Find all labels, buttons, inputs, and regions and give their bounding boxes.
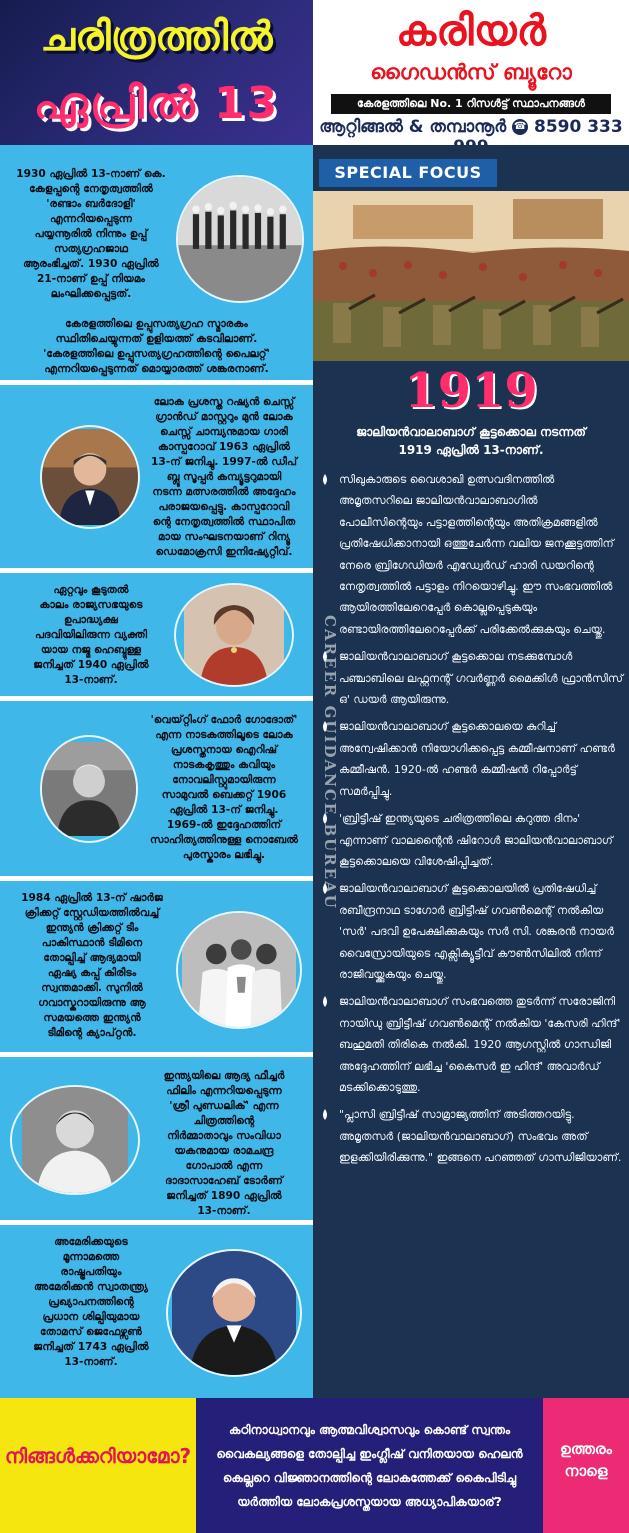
title-line-1: ചരിത്രത്തിൽ (40, 14, 273, 60)
brand-location: ആറ്റിങ്ങൽ & തമ്പാനൂർ (319, 117, 507, 137)
salt-march-photo (176, 175, 304, 303)
focus-facts-list (317, 469, 623, 1175)
quiz-question-block (196, 1398, 543, 1533)
brand-phone: 8590 333 (533, 117, 623, 137)
events-column (0, 145, 313, 1398)
fact-text: ജാലിയൻവാലാബാഗ് കൂട്ടക്കൊലയിൽ പ്രതിഷേധിച്ച് രബീന്ദ്രനാഥ ടാഗോർ ബ്രിട്ടീഷ് ഗവൺമെന്റ് നൽകിയ 'സർ' പദവി ഉപേക്ഷിക്കുകയും സർ സി. ശങ്കരൻ നായർ വൈസ്രോയിയുടെ എക്സിക്യൂട്ടീവ് കൗൺസിലിൽ നിന്ന് രാജിവയ്ക്കുകയും ചെയ്തു. (339, 882, 614, 981)
list-item (317, 808, 623, 872)
dadasaheb-torne-photo (10, 1085, 140, 1195)
list-item (317, 646, 623, 710)
focus-year: 1919 (404, 363, 538, 419)
event-panel-asia-cup (0, 881, 313, 1057)
event-panel-salt-satyagraha (0, 145, 313, 385)
phone-icon: ☎ (512, 119, 528, 135)
droplet-bullet-icon (321, 1109, 329, 1120)
header-title-block (0, 0, 313, 145)
special-focus-label: SPECIAL FOCUS (319, 159, 497, 187)
samuel-beckett-photo (40, 735, 138, 843)
list-item (317, 469, 623, 640)
event-text: ഏറ്റവും കൂടുതൽ കാലം രാജ്യസഭയുടെ ഉപാദ്ധ്യക്ഷ പദവിയിലിരുന്ന വ്യക്തി യായ നജ്മ ഹെബ്ദുള്ള ജനിച്ചത് 1940 ഏപ്രിൽ 13-നാണ്. (33, 584, 149, 686)
event-note: കേരളത്തിലെ ഉപ്പുസത്യഗ്രഹ സ്മാരകം സ്ഥിതിചെയ്യുന്നത് ഉളിയത്ത് കടവിലാണ്. 'കേരളത്തിലെ ഉപ്പുസത്യഗ്രഹത്തിന്റെ പൈലറ്റ്' എന്നറിയപ്പെടുന്നത് മൊയ്യാരത്ത് ശങ്കരനാണ്. (43, 318, 270, 375)
brand-name: കരിയർ (396, 6, 546, 55)
list-item (317, 991, 623, 1098)
event-panel-thomas-jefferson (0, 1225, 313, 1398)
droplet-bullet-icon (321, 474, 329, 485)
focus-subtitle: ജാലിയൻവാലാബാഗ് കൂട്ടക്കൊല നടന്നത് 1919 ഏപ്രിൽ 13-നാണ്. (356, 425, 586, 457)
list-item (317, 1104, 623, 1168)
portrait-image (176, 585, 292, 685)
event-text: 1930 ഏപ്രിൽ 13-നാണ് കെ. കേളപ്പന്റെ നേതൃത്വത്തിൽ 'രണ്ടാം ബർദോളി' എന്നറിയപ്പെടുന്ന പയ്യന്നൂരിൽ നിന്നും ഉപ്പ് സത്യഗ്രഹജാഥ ആരംഭിച്ചത്. 1930 ഏപ്രിൽ 21-നാണ് ഉപ്പ് നിയമം ലംഘിക്കപ്പെട്ടത്. (16, 168, 166, 300)
brand-tagline: കേരളത്തിലെ No. 1 റിസൾട്ട് സ്ഥാപനങ്ങൾ (331, 94, 611, 114)
portrait-image (168, 1251, 300, 1375)
brand-subtitle: ഗൈഡൻസ് ബ്യൂറോ (370, 60, 572, 84)
event-text: ലോക പ്രശസ്ത റഷ്യൻ ചെസ്സ് ഗ്രാൻഡ് മാസ്റ്ററും മുൻ ലോക ചെസ്സ് ചാമ്പ്യനുമായ ഗാരി കാസ്പറോവ് 1963 ഏപ്രിൽ 13-ന് ജനിച്ചു. 1997-ൽ ഡീപ് ബ്ലൂ സൂപ്പർ കമ്പ്യൂട്ടറുമായി നടന്ന മത്സരത്തിൽ അദ്ദേഹം പരാജയപ്പെട്ടു. കാസ്പറോവി ന്റെ നേതൃത്വത്തിൽ സ്ഥാപിത മായ സംഘടനയാണ് റിന്യൂ ഡെമോക്രസി ഇനിഷ്യേറ്റീവ്. (151, 396, 297, 558)
watermark: CAREER GUIDANCE BUREAU (321, 615, 339, 910)
list-item (317, 878, 623, 985)
quiz-label-block (0, 1398, 196, 1533)
jallianwala-bagh-painting (313, 191, 629, 361)
event-panel-dadasaheb-torne (0, 1057, 313, 1225)
header (0, 0, 629, 145)
kasparov-photo (40, 425, 140, 529)
event-text: 1984 ഏപ്രിൽ 13-ന് ഷാർജ ക്രിക്കറ്റ് സ്റ്റേഡിയത്തിൽവച്ച് ഇന്ത്യൻ ക്രിക്കറ്റ് ടീം പാകിസ്ഥാൻ ടീമിനെ തോല്പിച്ച് ആദ്യമായി ഏഷ്യ കപ്പ് കിരീടം സ്വന്തമാക്കി. സുനിൽ ഗവാസ്കറായിരുന്നു ആ സമയത്തെ ഇന്ത്യൻ ടീമിന്റെ ക്യാപ്റ്റൻ. (21, 892, 163, 1039)
quiz-label: നിങ്ങൾക്കറിയാമോ? (4, 1444, 192, 1468)
list-item (317, 716, 623, 802)
answer-tomorrow-label: ഉത്തരം നാളെ (560, 1440, 612, 1480)
special-focus-column (313, 145, 629, 1398)
portrait-image (42, 427, 138, 527)
portrait-image (42, 737, 136, 841)
title-date: ഏപ്രിൽ 13 (33, 78, 280, 129)
droplet-bullet-icon (321, 996, 329, 1007)
fact-text: സിഖുകാരുടെ വൈശാഖി ഉത്സവദിനത്തിൽ അമൃതസറിലെ ജാലിയൻവാലാബാഗിൽ പോലീസിന്റെയും പട്ടാളത്തിന്റെയും അതിക്രമങ്ങളിൽ പ്രതിഷേധിക്കാനായി ഒത്തുചേർന്ന വലിയ ജനക്കൂട്ടത്തിന് നേരെ ബ്രിഗേഡിയർ എഡ്വേർഡ് ഹാരി ഡയറിന്റെ നേതൃത്വത്തിൽ പട്ടാളം നിറയൊഴിച്ചു. ഈ സംഭവത്തിൽ ആയിരത്തിലേറെപ്പേർ കൊല്ലപ്പെടുകയും രണ്ടായിരത്തിലേറെപ്പേർക്ക് പരിക്കേൽക്കുകയും ചെയ്തു. (339, 473, 614, 636)
fact-text: ജാലിയൻവാലാബാഗ് കൂട്ടക്കൊലയെ കുറിച്ച് അന്വേഷിക്കാൻ നിയോഗിക്കപ്പെട്ട കമ്മീഷനാണ് ഹണ്ടർ കമ്മീഷൻ. 1920-ൽ ഹണ്ടർ കമ്മീഷൻ റിപ്പോർട്ട് സമർപ്പിച്ചു. (339, 720, 615, 798)
quiz-footer (0, 1398, 629, 1533)
salt-march-image (178, 177, 302, 301)
event-text: അമേരിക്കയുടെ മൂന്നാമത്തെ രാഷ്ട്രപതിയും അമേരിക്കൻ സ്വാതന്ത്ര്യ പ്രഖ്യാപനത്തിന്റെ പ്രധാന ശില്പിയുമായ തോമസ് ജെഫേഴ്സൺ ജനിച്ചത് 1743 ഏപ്രിൽ 13-നാണ്. (33, 1236, 149, 1368)
asia-cup-photo (176, 911, 302, 1029)
answer-block (543, 1398, 629, 1533)
fact-text: 'ബ്രിട്ടീഷ് ഇന്ത്യയുടെ ചരിത്രത്തിലെ കറുത്ത ദിനം' എന്നാണ് വാലന്റൈൻ ഷിറോൾ ജാലിയൻവാലാബാഗ് കൂട്ടക്കൊലയെ വിശേഷിപ്പിച്ചത്. (339, 812, 613, 868)
event-panel-kasparov (0, 385, 313, 573)
quiz-question: കഠിനാധ്വാനവും ആത്മവിശ്വാസവും കൊണ്ട് സ്വന്തം വൈകല്യങ്ങളെ തോല്പിച്ച ഇംഗ്ലീഷ് വനിതയായ ഹെലൻ കെല്ലറെ വിജ്ഞാനത്തിന്റെ ലോകത്തേക്ക് കൈപിടിച്ചു യർത്തിയ ലോകപ്രശസ്തയായ അധ്യാപികയാര്? (216, 1423, 523, 1509)
event-panel-samuel-beckett (0, 701, 313, 881)
cricket-team-image (178, 913, 300, 1027)
massacre-scene-image (313, 191, 629, 361)
fact-text: ജാലിയൻവാലാബാഗ് സംഭവത്തെ തുടർന്ന് സരോജിനി നായിഡു ബ്രിട്ടീഷ് ഗവൺമെന്റ് നൽകിയ 'കേസരി ഹിന്ദ്' ബഹുമതി തിരികെ നൽകി. 1920 ആഗസ്റ്റിൽ ഗാന്ധിജി അദ്ദേഹത്തിന് ലഭിച്ച 'കൈസർ ഇ ഹിന്ദ്' അവാർഡ് മടക്കിക്കൊടുത്തു. (339, 995, 621, 1094)
event-text: 'വെയ്റ്റിംഗ് ഫോർ ഗോദോത്' എന്ന നാടകത്തിലൂടെ ലോക പ്രശസ്തനായ ഐറിഷ് നാടകകൃത്തും കവിയും നോവലിസ്റ്റുമായിരുന്ന സാമുവൽ ബെക്കറ്റ് 1906 ഏപ്രിൽ 13-ന് ജനിച്ചു. 1969-ൽ ഇദ്ദേഹത്തിന് സാഹിത്യത്തിനുള്ള നൊബേൽ പുരസ്കാരം ലഭിച്ചു. (149, 714, 299, 861)
event-text: ഇന്ത്യയിലെ ആദ്യ ഫീച്ചർ ഫിലിം എന്നറിയപ്പെടുന്ന 'ശ്രീ പുണ്ഡലിക്' എന്ന ചിത്രത്തിന്റെ നിർമ്മാതാവും സംവിധാ യകനുമായ രാമചന്ദ്ര ഗോപാൽ എന്ന ദാദാസാഹേബ് ടോർണ് ജനിച്ചത് 1890 ഏപ്രിൽ 13-നാണ്. (163, 1070, 285, 1217)
portrait-image (12, 1087, 138, 1193)
brand-block (313, 0, 629, 145)
event-panel-najma-heptulla (0, 573, 313, 701)
fact-text: ജാലിയൻവാലാബാഗ് കൂട്ടക്കൊല നടക്കുമ്പോൾ പഞ്ചാബിലെ ലഫ്റ്റനന്റ് ഗവർണ്ണർ മൈക്കിൾ ഫ്രാൻസിസ് ഒ' ഡയർ ആയിരുന്നു. (339, 650, 623, 707)
fact-text: "പ്ലാസി ബ്രിട്ടീഷ് സാമ്രാജ്യത്തിന് അടിത്തറയിട്ടു. അമൃതസർ (ജാലിയൻവാലാബാഗ്) സംഭവം അത് ഇളക്കിയിരിക്കുന്നു." ഇങ്ങനെ പറഞ്ഞത് ഗാന്ധിജിയാണ്. (339, 1108, 622, 1165)
najma-heptulla-photo (174, 583, 294, 687)
thomas-jefferson-photo (166, 1249, 302, 1377)
